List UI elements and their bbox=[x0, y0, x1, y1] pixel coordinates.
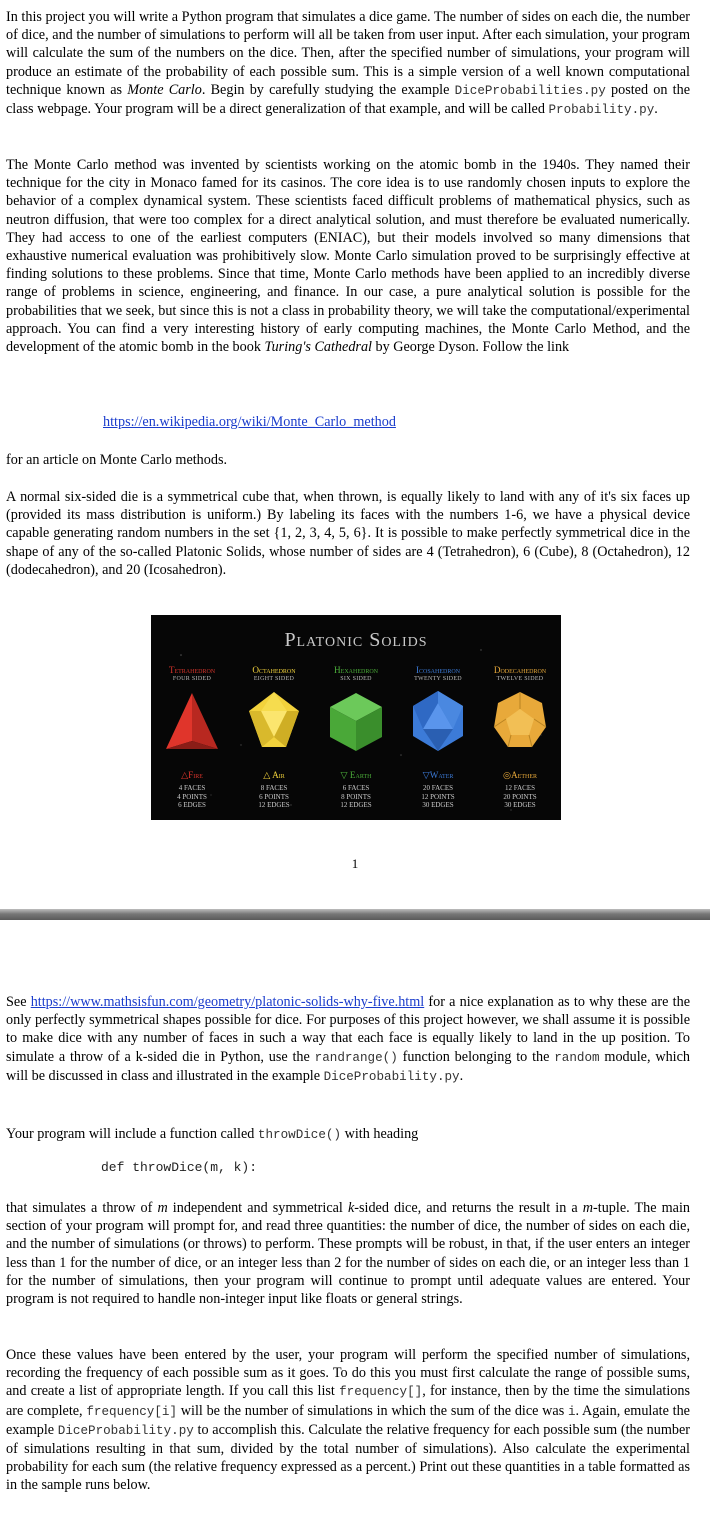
function-heading-code: def throwDice(m, k): bbox=[101, 1160, 258, 1175]
inline-code: random bbox=[554, 1050, 600, 1065]
hexahedron-heading: Hexahedron SIX SIDED bbox=[334, 665, 378, 682]
page-number: 1 bbox=[351, 856, 359, 871]
aether-element: ◎Aether 12 FACES 20 POINTS 30 EDGES bbox=[503, 770, 537, 809]
inline-code: frequency[] bbox=[339, 1385, 423, 1400]
monte-carlo-history-paragraph: The Monte Carlo method was invented by scientists working on the atomic bomb in the 1940s. They named their technique for the city in Monaco famed for its casinos. The core idea is to use randomly chosen inputs to explore the behavior of a complex dynamical system. These scientists faced difficult problems of mathematical physics, such as neutron diffusion, that were too complex for a direct analytical solution, and must therefore be evaluated numerically. They had access to one of the earliest computers (ENIAC), but their models involved so many dimensions that exhaustive numerical evaluation was prohibitively slow. Monte Carlo simulation proved to be surprisingly effective at finding solutions to these problems. Since that time, Monte Carlo methods have been applied to an incredibly diverse range of problems in science, engineering, and finance. In our case, a pure analytical solution is possible for the probabilities that we seek, but since this is not a class in probability theory, we will take the computational/experimental approach. You can find a very interesting history of early computing machines, the Monte Carlo Method, and the development of the atomic bomb in the book Turing's Cathedral by George Dyson. Follow the link bbox=[6, 157, 690, 356]
dice-paragraph: A normal six-sided die is a symmetrical cube that, when thrown, is equally likely to land with any of it's six faces up (provided its mass distribution is uniform.) By labeling its faces with the numbers 1-6, we have a physical device capable generating random numbers in the set {1, 2, 3, 4, 5, 6}. It is possible to make perfectly symmetrical dice in the shape of any of the so-called Platonic Solids, whose number of sides are 4 (Tetrahedron), 6 (Cube), 8 (Octahedron), 12 (dodecahedron), and 20 (Icosahedron). bbox=[6, 489, 690, 578]
fire-icon: △ bbox=[181, 770, 189, 780]
requirements-paragraph: that simulates a throw of m independent and symmetrical k-sided dice, and returns the result in a m-tuple. The main section of your program will prompt for, and read three quantities: the number of dice, the number of sides on each die, and the number of simulations (or throws) to perform. These prompts will be robust, in that, if the user enters an integer less than 1 for the number of dice, or an integer less than 2 for the number of sides on each die, or an integer less than 1 for the number of simulations, then your program will continue to prompt until adequate values are entered. Your program is not required to handle non-integer input like floats or general strings. bbox=[6, 1200, 690, 1308]
cube-shape bbox=[328, 689, 384, 755]
water-element: ▽Water 20 FACES 12 POINTS 30 EDGES bbox=[421, 770, 455, 809]
wikipedia-link[interactable]: https://en.wikipedia.org/wiki/Monte_Carlo_method bbox=[103, 414, 396, 430]
inline-code: DiceProbability.py bbox=[323, 1069, 460, 1084]
intro-paragraph: In this project you will write a Python program that simulates a dice game. The number of sides on each die, the number of dice, and the number of simulations to perform will all be taken from user input. After each simulation, your program will calculate the sum of the numbers on the dice. Then, after the specified number of simulations, your program will produce an estimate of the probability of each possible sum. This is a simple version of a well known computational technique known as Monte Carlo. Begin by carefully studying the example DiceProbabilities.py posted on the class webpage. Your program will be a direct generalization of that example, and will be called Probability.py. bbox=[6, 9, 691, 118]
mathsisfun-paragraph: See https://www.mathsisfun.com/geometry/platonic-solids-why-five.html for a nice explanation as to why these are the only perfectly symmetrical shapes possible for dice. For purposes of this project however, we shall assume it is possible to make dice with any number of faces in such a way that each face is equally likely to land in the up position. To simulate a throw of a k-sided die in Python, use the randrange() function belonging to the random module, which will be discussed in class and illustrated in the example DiceProbability.py. bbox=[6, 994, 690, 1084]
article-note: for an article on Monte Carlo methods. bbox=[6, 452, 228, 468]
earth-element: ▽ Earth 6 FACES 8 POINTS 12 EDGES bbox=[340, 770, 372, 809]
water-icon: ▽ bbox=[422, 770, 430, 780]
tetrahedron-heading: Tetrahedron FOUR SIDED bbox=[168, 665, 216, 682]
air-icon: △ bbox=[263, 770, 271, 780]
inline-code: DiceProbabilities.py bbox=[454, 83, 606, 98]
tetrahedron-shape bbox=[164, 689, 220, 755]
page-separator bbox=[0, 909, 710, 920]
earth-icon: ▽ bbox=[340, 770, 348, 780]
fire-element: △Fire 4 FACES 4 POINTS 6 EDGES bbox=[177, 770, 207, 809]
inline-code: i bbox=[567, 1404, 576, 1419]
inline-code: randrange() bbox=[314, 1050, 398, 1065]
throwdice-intro: Your program will include a function called throwDice() with heading bbox=[6, 1126, 419, 1142]
air-element: △ Air 8 FACES 6 POINTS 12 EDGES bbox=[258, 770, 290, 809]
dodecahedron-shape bbox=[492, 689, 548, 755]
figure-title: Platonic Solids bbox=[284, 629, 428, 651]
inline-code: DiceProbability.py bbox=[57, 1423, 194, 1438]
aether-icon: ◎ bbox=[503, 770, 512, 780]
mathsisfun-link[interactable]: https://www.mathsisfun.com/geometry/platonic-solids-why-five.html bbox=[30, 994, 425, 1010]
simulation-paragraph: Once these values have been entered by the user, your program will perform the specified number of simulations, recording the frequency of each possible sum as it goes. To do this you must first calculate the range of possible sums, and create a list of appropriate length. If you call this list frequency[], for instance, then by the time the simulations are complete, frequency[i] will be the number of simulations in which the sum of the dice was i. Again, emulate the example DiceProbability.py to accomplish this. Calculate the relative frequency for each possible sum (the number of simulations resulting in that sum, divided by the total number of simulations). Also calculate the experimental probability for each sum (the relative frequency expressed as a percent.) Print out these quantities in a table formatted as in the sample runs below. bbox=[6, 1347, 690, 1494]
dodecahedron-heading: Dodecahedron TWELVE SIDED bbox=[493, 665, 547, 682]
icosahedron-heading: Icosahedron TWENTY SIDED bbox=[414, 665, 462, 682]
inline-code: frequency[i] bbox=[86, 1404, 178, 1419]
icosahedron-shape bbox=[410, 689, 466, 755]
inline-code: throwDice() bbox=[257, 1128, 342, 1142]
octahedron-heading: Octahedron EIGHT SIDED bbox=[252, 665, 296, 682]
platonic-solids-figure bbox=[151, 615, 561, 820]
octahedron-shape bbox=[246, 689, 302, 755]
inline-code: Probability.py bbox=[548, 103, 655, 118]
